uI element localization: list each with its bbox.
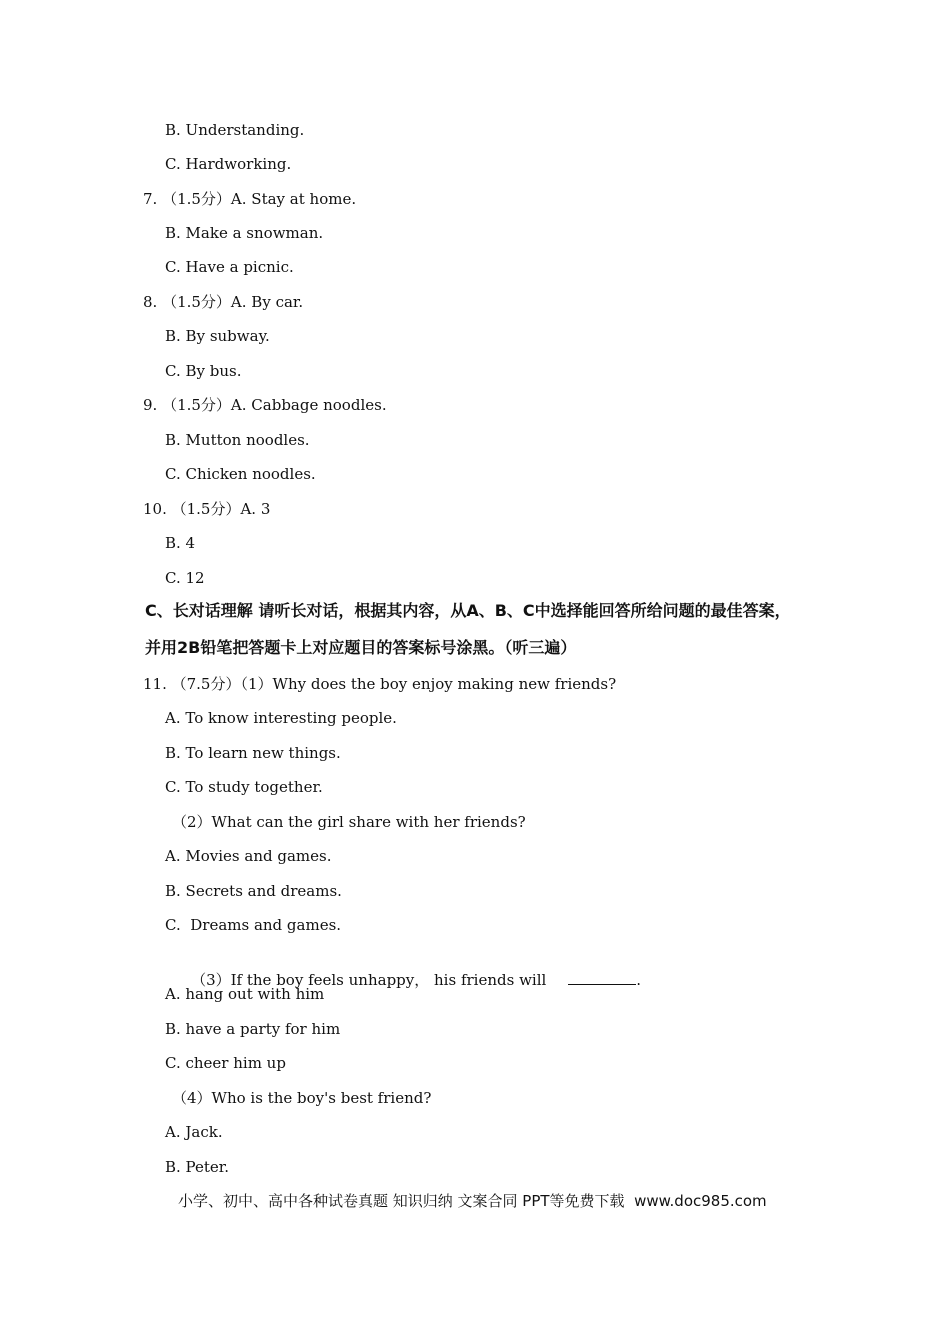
q8-option-c: C. By bus. <box>165 362 242 380</box>
section-c-heading-line1: C、长对话理解 请听长对话，根据其内容，从A、B、C中选择能回答所给问题的最佳答案， <box>145 601 791 620</box>
q11-4-option-b: B. Peter. <box>165 1158 230 1176</box>
q11-2-stem: （2）What can the girl share with her friends? <box>172 813 526 831</box>
q8-option-b: B. By subway. <box>165 327 270 345</box>
q11-2-option-a: A. Movies and games. <box>165 847 332 865</box>
q11-header: 11. （7.5分）（1）Why does the boy enjoy making new friends? <box>143 675 617 693</box>
q11-1-option-b: B. To learn new things. <box>165 744 341 762</box>
q10-option-b: B. 4 <box>165 534 196 552</box>
q11-2-option-b: B. Secrets and dreams. <box>165 882 342 900</box>
q7-stem: 7. （1.5分）A. Stay at home. <box>143 190 357 208</box>
q11-3-stem: （3）If the boy feels unhappy， his friends will <box>191 971 547 989</box>
q11-2-option-c: C. Dreams and games. <box>165 916 342 934</box>
q11-1-option-c: C. To study together. <box>165 778 323 796</box>
q10-option-c: C. 12 <box>165 569 205 587</box>
q8-stem: 8. （1.5分）A. By car. <box>143 293 304 311</box>
page-footer: 小学、初中、高中各种试卷真题 知识归纳 文案合同 PPT等免费下载 www.doc985.com <box>178 1192 767 1210</box>
q11-1-option-a: A. To know interesting people. <box>165 709 397 727</box>
answer-blank <box>568 970 636 985</box>
section-c-heading-line2: 并用2B铅笔把答题卡上对应题目的答案标号涂黑。（听三遍） <box>145 638 577 657</box>
q11-4-option-a: A. Jack. <box>165 1123 223 1141</box>
q10-stem: 10. （1.5分）A. 3 <box>143 500 271 518</box>
q11-4-stem: （4）Who is the boy's best friend? <box>172 1089 432 1107</box>
q11-3-period: . <box>636 971 642 989</box>
q6-option-b: B. Understanding. <box>165 121 305 139</box>
q9-option-b: B. Mutton noodles. <box>165 431 310 449</box>
q11-3-option-a: A. hang out with him <box>165 985 325 1003</box>
q7-option-c: C. Have a picnic. <box>165 258 294 276</box>
q11-3-option-b: B. have a party for him <box>165 1020 341 1038</box>
q9-option-c: C. Chicken noodles. <box>165 465 316 483</box>
q7-option-b: B. Make a snowman. <box>165 224 324 242</box>
q11-3-option-c: C. cheer him up <box>165 1054 286 1072</box>
q9-stem: 9. （1.5分）A. Cabbage noodles. <box>143 396 387 414</box>
q6-option-c: C. Hardworking. <box>165 155 292 173</box>
